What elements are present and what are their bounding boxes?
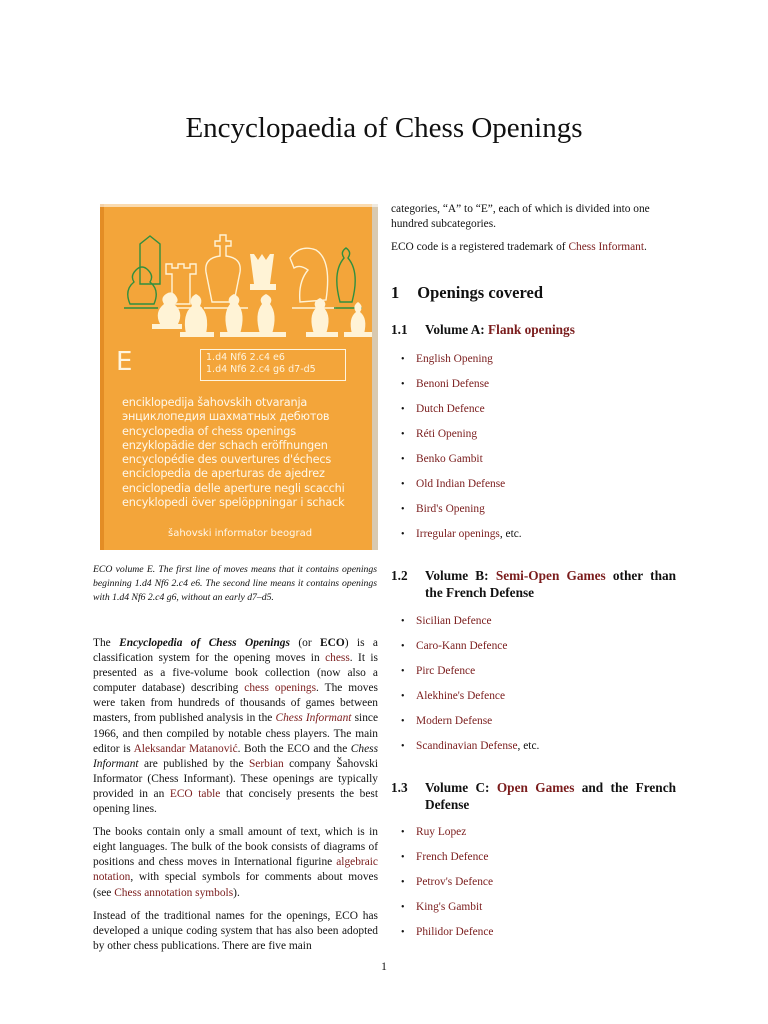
bullet-icon: • xyxy=(401,454,405,465)
text: Volume A: xyxy=(425,322,489,337)
list-volume-c xyxy=(401,825,494,950)
text: other than the French Defense xyxy=(425,568,677,600)
text: . xyxy=(644,241,647,254)
list-item xyxy=(401,875,494,900)
list-item xyxy=(401,925,494,950)
cover-languages xyxy=(122,396,345,510)
text: . The moves were taken from hundreds of thousands of games between masters, from published analysis in the xyxy=(93,682,378,725)
text-emphasis: Encyclopedia of Chess Openings xyxy=(119,637,290,649)
volume-letter: E xyxy=(116,347,133,377)
link-chess-annotation-symbols[interactable]: Chess annotation symbols xyxy=(114,886,234,899)
moves-line: 1.d4 Nf6 2.c4 e6 xyxy=(206,352,285,363)
moves-text xyxy=(206,352,316,376)
bullet-icon: • xyxy=(401,479,405,490)
list-item xyxy=(401,352,522,377)
cover-language-line: enciclopedia delle aperture negli scacchi xyxy=(122,481,345,495)
text: Volume B: xyxy=(425,568,496,583)
link-aleksandar-matanovic[interactable]: Aleksandar Matanović xyxy=(133,742,238,755)
list-item xyxy=(401,614,539,639)
bullet-icon: • xyxy=(401,927,405,938)
bullet-icon: • xyxy=(401,504,405,515)
link-chess-informant[interactable]: Chess Informant xyxy=(275,712,352,725)
link-chess-openings[interactable]: chess openings xyxy=(244,682,317,695)
link-alekhines-defence[interactable]: Alekhine's Defence xyxy=(416,690,506,702)
text: that concisely presents the best opening lines. xyxy=(93,787,378,816)
link-sicilian-defence[interactable]: Sicilian Defence xyxy=(416,615,492,627)
link-benoni-defense[interactable]: Benoni Defense xyxy=(416,378,490,390)
link-caro-kann-defence[interactable]: Caro-Kann Defence xyxy=(416,640,508,652)
page-title: Encyclopaedia of Chess Openings xyxy=(185,112,583,144)
link-algebraic-notation[interactable]: algebraic notation xyxy=(93,856,378,884)
paragraph-trademark xyxy=(391,240,676,255)
bullet-icon: • xyxy=(401,616,405,627)
link-ruy-lopez[interactable]: Ruy Lopez xyxy=(416,826,467,838)
text: ) is a classification system for the opening moves in xyxy=(93,637,378,665)
book-cover-image xyxy=(100,204,378,550)
link-semi-open-games[interactable]: Semi-Open Games xyxy=(495,568,606,583)
list-item xyxy=(401,714,539,739)
list-item xyxy=(401,900,494,925)
link-eco-table[interactable]: ECO table xyxy=(169,787,221,800)
bullet-icon: • xyxy=(401,877,405,888)
list-item xyxy=(401,739,539,764)
text-emphasis: Chess Informant xyxy=(93,742,378,770)
section-number: 1 xyxy=(391,283,400,302)
cover-language-line: enciclopedia de aperturas de ajedrez xyxy=(122,467,325,481)
subsection-title xyxy=(425,779,676,813)
link-flank-openings[interactable]: Flank openings xyxy=(488,322,575,337)
bullet-icon: • xyxy=(401,902,405,913)
bullet-icon: • xyxy=(401,716,405,727)
link-birds-opening[interactable]: Bird's Opening xyxy=(416,503,485,515)
moves-line: 1.d4 Nf6 2.c4 g6 d7-d5 xyxy=(206,364,316,375)
text: Volume C: xyxy=(425,780,497,795)
subsection-number: 1.3 xyxy=(391,780,408,795)
bullet-icon: • xyxy=(401,354,405,365)
link-pirc-defence[interactable]: Pirc Defence xyxy=(416,665,476,677)
page-number: 1 xyxy=(381,961,387,973)
cover-publisher: šahovski informator beograd xyxy=(168,528,313,539)
subsection-number: 1.1 xyxy=(391,322,408,337)
subsection-heading-b xyxy=(391,567,676,601)
link-philidor-defence[interactable]: Philidor Defence xyxy=(416,926,494,938)
link-chess[interactable]: chess xyxy=(325,652,350,665)
chess-pieces-illustration xyxy=(100,204,378,344)
list-item xyxy=(401,825,494,850)
list-item xyxy=(401,639,539,664)
link-benko-gambit[interactable]: Benko Gambit xyxy=(416,453,483,465)
cover-language-line: enciklopedija šahovskih otvaranja xyxy=(122,396,308,409)
link-modern-defense[interactable]: Modern Defense xyxy=(416,715,493,727)
subsection-number: 1.2 xyxy=(391,568,408,583)
bullet-icon: • xyxy=(401,641,405,652)
text: The xyxy=(93,637,120,649)
bullet-icon: • xyxy=(401,529,405,540)
paragraph-categories: categories, “A” to “E”, each of which is divided into one hundred subcategories. xyxy=(391,203,650,231)
text: , etc. xyxy=(517,740,540,752)
list-item xyxy=(401,664,539,689)
list-item xyxy=(401,402,522,427)
link-scandinavian-defense[interactable]: Scandinavian Defense xyxy=(416,740,518,752)
list-item xyxy=(401,527,522,552)
subsection-title xyxy=(425,321,676,338)
list-item xyxy=(401,427,522,452)
list-volume-a xyxy=(401,352,522,552)
text: are published by the xyxy=(138,757,249,770)
list-item xyxy=(401,689,539,714)
bullet-icon: • xyxy=(401,691,405,702)
cover-language-line: encyclopedia of chess openings xyxy=(122,424,296,438)
bullet-icon: • xyxy=(401,379,405,390)
figure-caption: ECO volume E. The first line of moves means that it contains openings beginning 1.d4 Nf6 2.c4 e6. The second line means it contains openings with 1.d4 Nf6 2.c4 g6, without an early d7–d5. xyxy=(93,564,377,603)
section-title: Openings covered xyxy=(417,283,543,302)
text: (or xyxy=(289,637,321,649)
link-old-indian-defense[interactable]: Old Indian Defense xyxy=(416,478,506,490)
text: The books contain only a small amount of text, which is in eight languages. The bulk of the book consists of diagrams of positions and chess moves in International figurine xyxy=(93,826,378,869)
subsection-heading-c xyxy=(391,779,676,813)
link-chess-informant[interactable]: Chess Informant xyxy=(568,241,645,254)
bullet-icon: • xyxy=(401,852,405,863)
right-column-intro xyxy=(391,202,676,263)
section-heading xyxy=(391,283,543,303)
link-reti-opening[interactable]: Réti Opening xyxy=(416,428,478,440)
list-item xyxy=(401,377,522,402)
paragraph-books xyxy=(93,825,378,900)
left-column xyxy=(93,636,378,962)
paragraph-coding: Instead of the traditional names for the openings, ECO has developed a unique coding system that has also been adopted by other chess publications. There are five main xyxy=(93,909,378,952)
text: since 1966, and then compiled by notable chess players. The main editor is xyxy=(93,712,378,755)
bullet-icon: • xyxy=(401,429,405,440)
text: . It is presented as a five-volume book collection (now also a computer database) describing xyxy=(93,652,378,695)
text: company Šahovski Informator (Chess Informant). These openings are typically provided in an xyxy=(93,757,378,800)
cover-language-line: encyclopédie des ouvertures d'échecs xyxy=(122,453,332,467)
link-kings-gambit[interactable]: King's Gambit xyxy=(416,901,483,913)
list-item xyxy=(401,477,522,502)
list-item xyxy=(401,452,522,477)
text: and the French Defense xyxy=(425,780,676,812)
text: , etc. xyxy=(499,528,522,540)
bullet-icon: • xyxy=(401,827,405,838)
link-dutch-defence[interactable]: Dutch Defence xyxy=(416,403,485,415)
link-petrovs-defence[interactable]: Petrov's Defence xyxy=(416,876,494,888)
cover-language-line: энциклопедия шахматных дебютов xyxy=(122,410,330,424)
subsection-title xyxy=(425,567,676,601)
cover-language-line: encyklopedi över spelöppningar i schack xyxy=(122,496,345,510)
text: ). xyxy=(233,886,240,899)
cover-language-line: enzyklopädie der schach eröffnungen xyxy=(122,438,328,452)
text: . Both the ECO and the xyxy=(237,742,351,755)
link-irregular-openings[interactable]: Irregular openings xyxy=(416,528,500,540)
list-item xyxy=(401,502,522,527)
link-open-games[interactable]: Open Games xyxy=(496,780,575,795)
link-english-opening[interactable]: English Opening xyxy=(416,353,493,365)
paragraph-intro xyxy=(93,636,378,817)
link-french-defence[interactable]: French Defence xyxy=(416,851,489,863)
text: , with special symbols for comments about moves (see xyxy=(93,871,378,899)
text: ECO code is a registered trademark of xyxy=(391,241,569,254)
bullet-icon: • xyxy=(401,666,405,677)
text-emphasis: ECO xyxy=(320,637,345,649)
list-item xyxy=(401,850,494,875)
list-volume-b xyxy=(401,614,539,764)
bullet-icon: • xyxy=(401,404,405,415)
link-serbian[interactable]: Serbian xyxy=(248,757,284,770)
subsection-heading-a xyxy=(391,321,676,338)
bullet-icon: • xyxy=(401,741,405,752)
